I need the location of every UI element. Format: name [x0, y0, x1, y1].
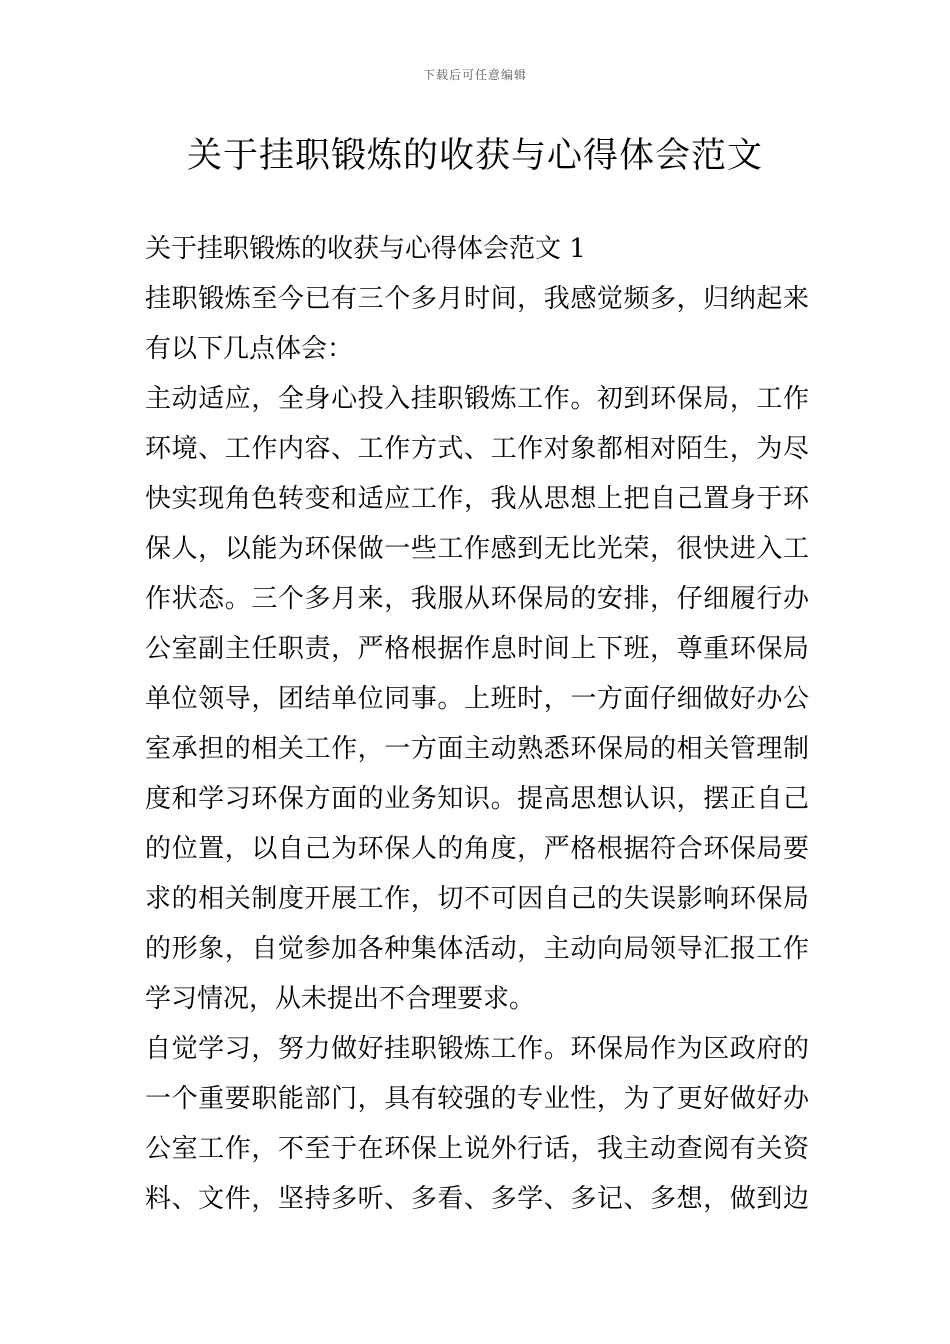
paragraph-line: 主动适应，全身心投入挂职锻炼工作。初到环保局，工作 — [145, 384, 809, 414]
paragraph-line: 作状态。三个多月来，我服从环保局的安排，仔细履行办 — [145, 584, 809, 614]
paragraph-line: 环境、工作内容、工作方式、工作对象都相对陌生，为尽 — [145, 434, 809, 464]
paragraph-line: 自觉学习，努力做好挂职锻炼工作。环保局作为区政府的 — [145, 1034, 809, 1064]
paragraph-line: 单位领导，团结单位同事。上班时，一方面仔细做好办公 — [145, 684, 809, 714]
paragraph-line: 料、文件，坚持多听、多看、多学、多记、多想，做到边 — [145, 1184, 809, 1214]
paragraph-line: 室承担的相关工作，一方面主动熟悉环保局的相关管理制 — [145, 734, 809, 764]
document-body — [145, 224, 809, 1224]
paragraph-line: 一个重要职能部门，具有较强的专业性，为了更好做好办 — [145, 1084, 809, 1114]
paragraph-line: 公室工作，不至于在环保上说外行话，我主动查阅有关资 — [145, 1134, 809, 1164]
paragraph-line: 度和学习环保方面的业务知识。提高思想认识，摆正自己 — [145, 784, 809, 814]
paragraph-line: 求的相关制度开展工作，切不可因自己的失误影响环保局 — [145, 884, 809, 914]
paragraph-line: 挂职锻炼至今已有三个多月时间，我感觉频多，归纳起来 — [145, 284, 809, 314]
document-title: 关于挂职锻炼的收获与心得体会范文 — [186, 136, 763, 176]
paragraph-line: 有以下几点体会： — [145, 334, 354, 364]
paragraph-line: 的位置，以自己为环保人的角度，严格根据符合环保局要 — [145, 834, 809, 864]
paragraph-line: 学习情况，从未提出不合理要求。 — [145, 984, 536, 1014]
subtitle-line: 关于挂职锻炼的收获与心得体会范文 1 — [145, 234, 586, 264]
paragraph-line: 保人，以能为环保做一些工作感到无比光荣，很快进入工 — [145, 534, 809, 564]
paragraph-line: 的形象，自觉参加各种集体活动，主动向局领导汇报工作 — [145, 934, 809, 964]
paragraph-line: 快实现角色转变和适应工作，我从思想上把自己置身于环 — [145, 484, 809, 514]
paragraph-line: 公室副主任职责，严格根据作息时间上下班，尊重环保局 — [145, 634, 809, 664]
header-note: 下载后可任意编辑 — [422, 68, 527, 82]
